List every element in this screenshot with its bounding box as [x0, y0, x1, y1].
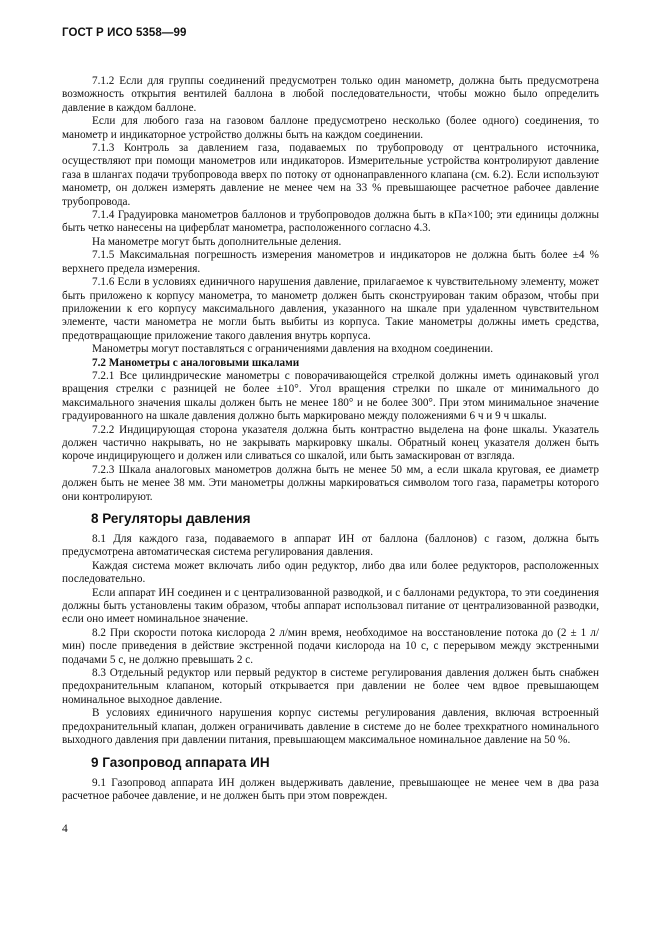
paragraph: 7.1.5 Максимальная погрешность измерения манометров и индикаторов не должна быть более ±4 % верхнего предела измерения. — [62, 249, 599, 275]
document-body — [62, 75, 599, 803]
subsection-heading: 7.2 Манометры с аналоговыми шкалами — [92, 356, 300, 369]
paragraph: 8.3 Отдельный редуктор или первый редуктор в системе регулирования давления должен быть снабжен предохранительным клапаном, который открывается при давлении не более чем вдвое превышающем номинальное выходное давление. — [62, 667, 599, 706]
paragraph: 7.1.4 Градуировка манометров баллонов и трубопроводов должна быть в кПа×100; эти единицы должны быть четко нанесены на циферблат манометра, расположенного согласно 4.3. — [62, 209, 599, 235]
page-number: 4 — [62, 823, 68, 835]
paragraph: В условиях единичного нарушения корпус системы регулирования давления, включая встроенный предохранительный клапан, должен ограничивать давление в системе до не более трехкратного номинального выходного давления при давлении питания, превышающем максимальное номинальное давление на 50 %. — [62, 707, 599, 747]
paragraph: 7.1.3 Контроль за давлением газа, подаваемых по трубопроводу от центрального источника, осуществляют при помощи манометров или индикаторов. Измерительные устройства контролируют давление газа в шлангах подачи трубопровода вверх по потоку от однонаправленного клапана (см. 6.2). Если используют манометр, он должен измерять давление не менее чем на 33 % превышающее расчетное рабочее давление трубопровода. — [62, 142, 599, 208]
paragraph: 8.2 При скорости потока кислорода 2 л/мин время, необходимое на восстановление потока до (2 ± 1 л/мин) после приведения в действие экстренной подачи кислорода на 10 с, с перерывом между экстренными подачами 5 с, не должно превышать 2 с. — [62, 626, 599, 666]
paragraph: 8.1 Для каждого газа, подаваемого в аппарат ИН от баллона (баллонов) с газом, должна быть предусмотрена автоматическая система регулирования давления. — [62, 533, 599, 559]
paragraph: 7.2.2 Индицирующая сторона указателя должна быть контрастно выделена на фоне шкалы. Указатель должен частично накрывать, но не закрывать маркировку шкалы. Обратный конец указателя должен быть короче индицирующего и должен или сливаться со шкалой, или быть замаскирован от взгляда. — [62, 423, 599, 463]
paragraph: 7.1.2 Если для группы соединений предусмотрен только один манометр, должна быть предусмотрена возможность открытия вентилей баллона в любой последовательности, чтобы можно было определить давление в каждом баллоне. — [62, 75, 599, 114]
section-heading: 9 Газопровод аппарата ИН — [91, 754, 270, 770]
paragraph: Манометры могут поставляться с ограничениями давления на входном соединении. — [92, 343, 494, 356]
paragraph: 7.1.6 Если в условиях единичного нарушения давление, прилагаемое к чувствительному элементу, может быть приложено к корпусу манометра, то манометр должен быть сконструирован таким образом, чтобы при приложении к его корпусу максимального давления, указанного на шкале при удаленном чувствительном элементе, части манометра не могли быть выбиты из корпуса. Такие манометры должны иметь средства, предотвращающие приложение такого давления внутрь корпуса. — [62, 276, 599, 342]
paragraph: На манометре могут быть дополнительные деления. — [92, 235, 342, 248]
paragraph: 9.1 Газопровод аппарата ИН должен выдерживать давление, превышающее не менее чем в два раза расчетное рабочее давление, и не должен быть при этом поврежден. — [62, 776, 599, 802]
paragraph: 7.2.1 Все цилиндрические манометры с поворачивающейся стрелкой должны иметь одинаковый угол вращения стрелки с разницей не более ±10°. Угол вращения стрелки по шкале от минимального до максимального значения шкалы должен быть не менее 180° и не более 300°. При этом минимальное значение градуированного на шкале давления должно быть маркировано между положениями 6 ч и 9 ч шкалы. — [62, 369, 599, 423]
paragraph: Каждая система может включать либо один редуктор, либо два или более редукторов, расположенных последовательно. — [62, 559, 599, 586]
section-heading: 8 Регуляторы давления — [91, 511, 251, 526]
standard-header: ГОСТ Р ИСО 5358—99 — [62, 27, 187, 39]
paragraph: 7.2.3 Шкала аналоговых манометров должна быть не менее 50 мм, а если шкала круговая, ее диаметр должен быть не менее 38 мм. Эти манометры должны маркироваться символом того газа, параметры которого они контролируют. — [62, 463, 599, 503]
paragraph: Если аппарат ИН соединен и с централизованной разводкой, и с баллонами редуктора, то эти соединения должны быть установлены таким образом, чтобы аппарат использовал питание от централизованной разводки, если оно имеет номинальное значение. — [62, 586, 599, 626]
paragraph: Если для любого газа на газовом баллоне предусмотрено несколько (более одного) соединения, то манометр и индикаторное устройство должны быть на каждом соединении. — [62, 115, 599, 141]
